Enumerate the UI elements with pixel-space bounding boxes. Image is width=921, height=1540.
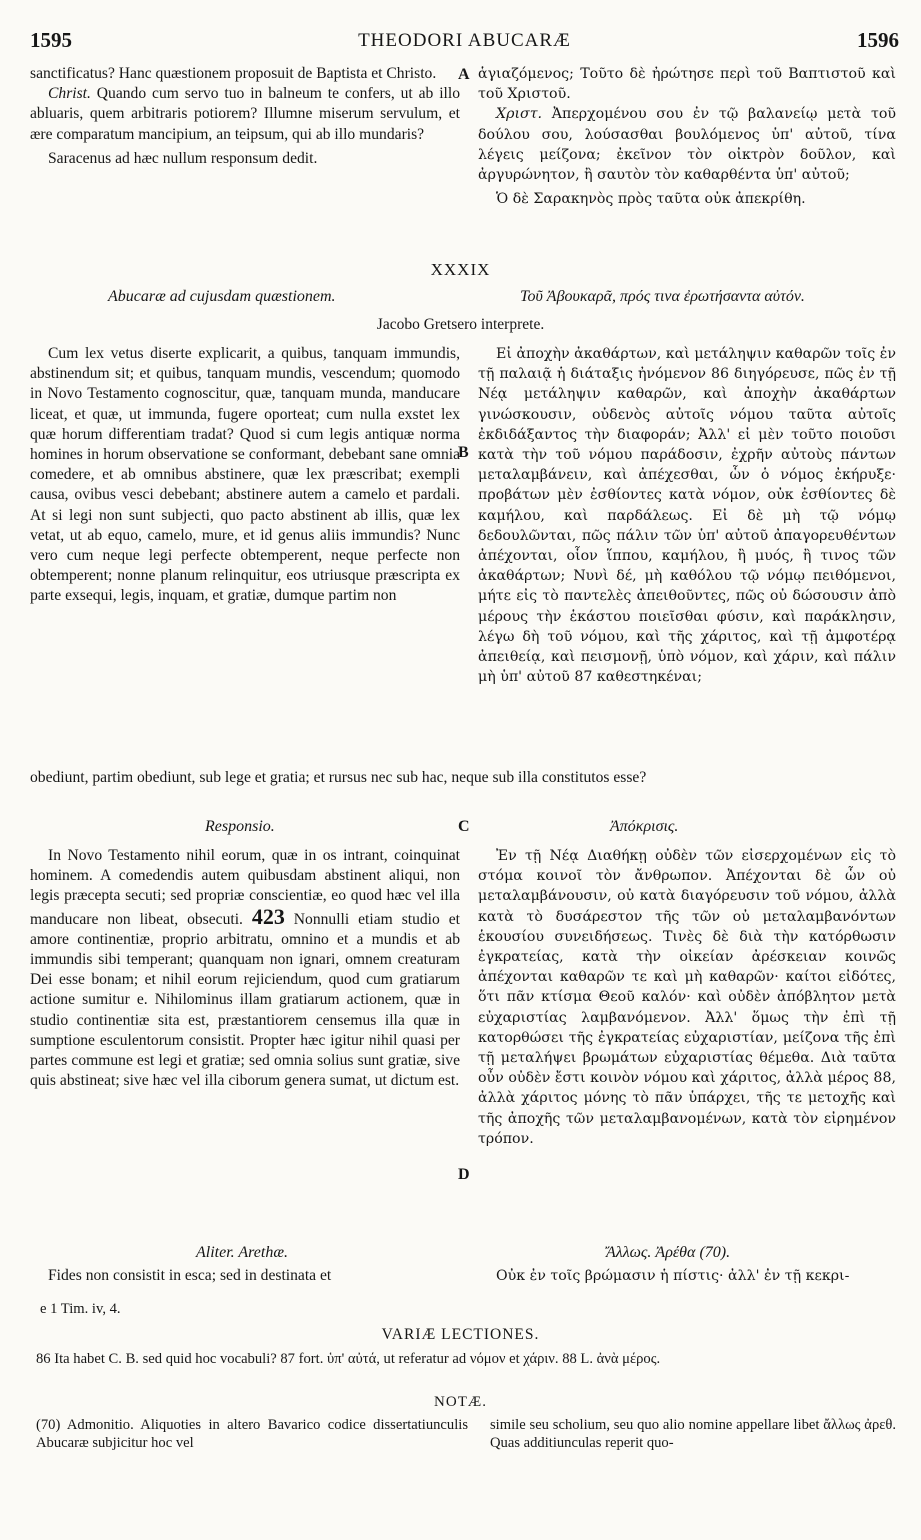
latin-response <box>30 846 460 1091</box>
latin-paragraph: sanctificatus? Hanc quæstionem proposuit de Baptista et Christo. <box>30 65 437 82</box>
latin-text: Quando cum servo tuo in balneum te confers, ut ab illo abluaris, quem arbitraris potiorem? Illumne miserum servulum, et ære comparatum mancipium, an teipsum, qui ab illo mundaris? <box>30 85 460 143</box>
latin-column-top <box>30 64 460 169</box>
running-title: THEODORI ABUCARÆ <box>358 30 571 51</box>
page-number-right: 1596 <box>857 28 899 52</box>
greek-paragraph: Ἐν τῇ Νέᾳ Διαθήκῃ οὐδὲν τῶν εἰσερχομένων εἰς τὸ στόμα κοινοῖ τὸν ἄνθρωπον. Ἀπέχονται δὲ ὧν οὐ μεταλαμβάνουσιν, οὐ κατὰ διαγόρευσιν τοῦ νόμου, ἀλλὰ κατὰ τὸ δυσάρεστον τῆς τῶν οὐ μεταλαμβανόντων ἑκουσίου συνειδήσεως. Τινὲς δὲ διὰ τὴν κατόρθωσιν ἐγκρατείας, κατὰ τὴν οἰκείαν ἀρέσκειαν κοινῶς ἀπέχονται καθαρῶν τε καὶ μὴ καθαρῶν· καίτοι εἰδότες, ὅτι πᾶν κτίσμα Θεοῦ καλόν· καὶ οὐδὲν ἀπόβλητον μετὰ εὐχαριστίας λαμβανόμενον. Ἀλλ' ὅμως τὴν ἐπὶ τῇ κατορθώσει τῆς ἐγκρατείας εὐχαριστίαν, μείζονα τῆς ἐπὶ τῇ μεταλήψει βρωμάτων εὐχαριστίας θέμεθα. Διὰ ταῦτα οὖν οὐδὲν ἔστι κοινὸν νόμου καὶ χάριτος, ἀλλὰ μέρος 88, ἀλλὰ χάριτος μόνης τὸ πᾶν ὑπάρχει, τῆς τε μετοχῆς καὶ τῆς ἀποχῆς τῶν μεταλαμβανομένων, κατὰ τὸν εἰρημένον τρόπον. <box>478 848 896 1147</box>
greek-question <box>478 344 896 687</box>
notae-left: (70) Admonitio. Aliquoties in altero Bavarico codice dissertatiunculis Abucaræ subjicitur hoc vel <box>36 1417 468 1451</box>
greek-paragraph: Ὁ δὲ Σαρακηνὸς πρὸς ταῦτα οὐκ ἀπεκρίθη. <box>496 191 806 208</box>
aliter-greek <box>478 1266 896 1286</box>
speaker-label: Χριστ. <box>496 106 543 123</box>
greek-paragraph: Οὐκ ἐν τοῖς βρώμασιν ἡ πίστις· ἀλλ' ἐν τῇ κεκρι- <box>496 1268 850 1284</box>
response-title-latin: Responsio. <box>205 818 275 835</box>
latin-paragraph <box>30 84 460 145</box>
latin-paragraph <box>30 846 460 1091</box>
variae-text: 86 Ita habet C. B. sed quid hoc vocabuli? 87 fort. ὑπ' αὐτά, ut referatur ad νόμον et χάριν. 88 L. ἀνὰ μέρος. <box>36 1351 661 1367</box>
greek-text: Ἀπερχομένου σου ἐν τῷ βαλανείῳ μετὰ τοῦ δούλου σου, λούσασθαι βουλόμενος ὑπ' αὐτοῦ, τίνα λέγεις μείζονα; ἐκεῖνον τὸν οἰκτρὸν δοῦλον, καὶ ἀργυρώνητον, ἢ σαυτὸν τὸν καθαρθέντα ὑπ' αὐτοῦ; <box>478 106 896 184</box>
margin-letter-c: C <box>458 818 470 835</box>
greek-paragraph: ἁγιαζόμενος; Τοῦτο δὲ ἠρώτησε περὶ τοῦ Βαπτιστοῦ καὶ τοῦ Χριστοῦ. <box>478 66 896 103</box>
margin-letter-b: B <box>458 444 469 461</box>
response-title-greek: Ἀπόκρισις. <box>610 818 679 835</box>
aliter-title-latin: Aliter. Arethæ. <box>196 1244 288 1261</box>
column-number: 423 <box>251 903 285 929</box>
page-number-left: 1595 <box>30 28 72 52</box>
aliter-latin <box>30 1266 460 1286</box>
latin-question <box>30 344 460 607</box>
section-title-latin: Abucaræ ad cujusdam quæstionem. <box>108 288 336 305</box>
margin-letter-a: A <box>458 66 470 83</box>
scripture-footnote: e 1 Tim. iv, 4. <box>40 1301 121 1317</box>
latin-text: In Novo Testamento nihil eorum, quæ in os intrant, coinquinat hominem. A comedendis autem quibusdam abstinent aliqui, non legis præcepta secuti; sed propriæ conscientiæ, eo quod hæc vel illa manducare non libeat, obsecuti. <box>30 847 460 928</box>
section-title-greek: Τοῦ Ἀβουκαρᾶ, πρός τινα ἐρωτήσαντα αὐτόν. <box>520 288 805 305</box>
speaker-label: Christ. <box>48 85 91 103</box>
bridging-line: obediunt, partim obediunt, sub lege et gratia; et rursus nec sub hac, neque sub illa constitutos esse? <box>30 769 647 786</box>
variae-heading: VARIÆ LECTIONES. <box>381 1326 540 1343</box>
notae-heading: NOTÆ. <box>434 1394 487 1410</box>
greek-column-top <box>478 64 896 209</box>
margin-letter-d: D <box>458 1166 470 1183</box>
greek-paragraph <box>478 104 896 185</box>
greek-response <box>478 846 896 1149</box>
latin-paragraph: Saracenus ad hæc nullum responsum dedit. <box>48 149 318 167</box>
section-number: XXXIX <box>430 260 491 279</box>
notae-right: simile seu scholium, seu quo alio nomine appellare libet ἄλλως ἀρεθ. Quas additiunculas reperit quo- <box>490 1417 896 1451</box>
latin-paragraph: Fides non consistit in esca; sed in destinata et <box>48 1267 332 1284</box>
latin-paragraph: Cum lex vetus diserte explicarit, a quibus, tanquam immundis, abstinendum sit; et quibus, tanquam mundis, vescendum; quomodo in Novo Testamento cognoscitur, quæ, tanquam munda, manducare liceat, et quæ, ut immunda, fugere oporteat; cum nulla exstet lex quæ horum differentiam tradat? Quod si cum legis antiquæ norma homines in horum observatione se conformant, debebant sane omnia comedere, et ab omnibus abstinere, quæ lex præscribat; exempli causa, ovibus vesci debebant; abstinere autem a camelo et pardali. At si legi non sunt subjecti, quo pacto abstinent ab illis, quæ lex vetat, ut ab equo, camelo, mure, et id genus aliis immundis? Nunc vero cum neque legi perfecte obtemperent, neque perfecte non obtemperent; nonne planum relinquitur, eos utriusque præscripta ex parte exsequi, legis, inquam, et gratiæ, dumque partim non <box>30 345 460 605</box>
greek-paragraph: Εἰ ἀποχὴν ἀκαθάρτων, καὶ μετάληψιν καθαρῶν τοῖς ἐν τῇ παλαιᾷ ἡ διάταξις ἠνόμενον 86 διηγόρευσε, πῶς ἐν τῇ Νέᾳ μετάληψιν καθαρῶν, καὶ ἀποχὴν ἀκαθάρτων γινώσκουσιν, οὐδενὸς αὐτοῖς νόμου ταῦτα αὐτοῖς ἐκδιδάξαντος τὴν διαφοράν; Ἀλλ' εἰ μὲν τοῦτο ποιοῦσι κατὰ τὴν τοῦ νόμου παράδοσιν, ἐχρῆν αὐτοὺς πάντων μεταλαμβάνειν, καὶ ἀπέχεσθαι, ὧν ὁ νόμος ἐκήρυξε· προβάτων μὲν ἐσθίοντες κατὰ νόμον, οὐκ ἐσθίοντες δὲ καμήλου, καὶ παρδάλεως. Εἰ δὲ μὴ τῷ νόμῳ δεδουλῶνται, πῶς πάλιν τῶν ὑπ' αὐτοῦ ἀπαγορευθέντων ἀπέχονται, οἷον ἵππου, καμήλου, ἢ μυός, ἢ τινος τῶν ἀκαθάρτων; Νυνὶ δέ, μὴ καθόλου τῷ νόμῳ πειθόμενοι, μήτε εἰς τὸ παντελὲς ἀπειθοῦντες, πῶς οὐ δώσουσιν ἀπὸ μέρους τὴν ἑκάστου ποιεῖσθαι φύσιν, καὶ παράκλησιν, λέγω δὴ τοῦ νόμου, καὶ τῆς χάριτος, καὶ τῇ ἀμφοτέρᾳ ἀπειθείᾳ, καὶ πεισμονῇ, ὑπὸ νόμον, καὶ χάριν, καὶ πάλιν μὴ ὑπ' αὐτοῦ 87 καθεστηκέναι; <box>478 346 896 686</box>
aliter-title-greek: Ἄλλως. Ἀρέθα (70). <box>606 1244 731 1261</box>
running-header <box>30 28 899 54</box>
latin-text: Nonnulli etiam studio et amore continentiæ, proprio arbitratu, omnino et a mundis et ab immundis sibi temperant; quanquam non ignari, omnem creaturam Dei esse bonam; et nihil eorum rejiciendum, quod cum gratiarum actione sumitur e. Nihilominus illam gratiarum actionem, quæ in studio continentiæ sita est, præstantiorem censemus illa quæ in sumptione esculentorum consistit. Propter hæc igitur nihil quasi per partes commune est legi et gratiæ; sed omnia solius sunt gratiæ, sive quis abstineat; sive hæc vel illa ciborum genera sumat, ut dictum est. <box>30 910 460 1090</box>
interpreter-line: Jacobo Gretsero interprete. <box>376 316 545 333</box>
